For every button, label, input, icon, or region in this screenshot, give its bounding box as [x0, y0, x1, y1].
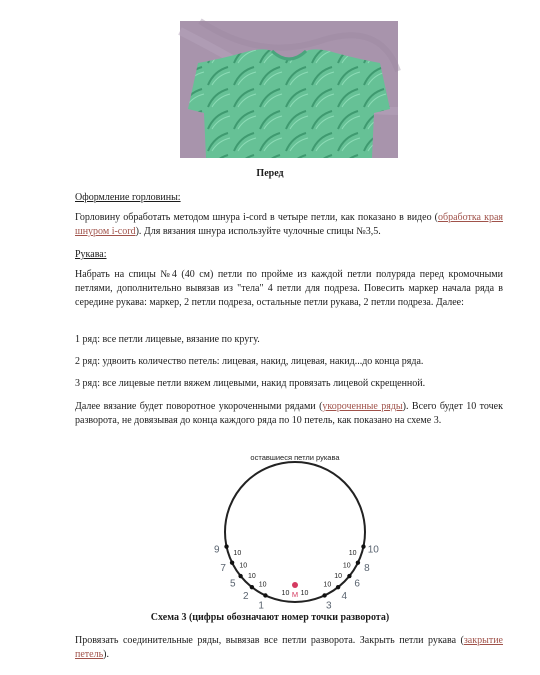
- turn-point-7: [230, 560, 234, 564]
- short-rows-text-before: Далее вязание будет поворотное укороченными рядами (: [75, 401, 323, 412]
- segment-label-9: 10: [233, 549, 242, 557]
- sleeve-circle: [225, 462, 365, 602]
- segment-label-2: 10: [300, 590, 309, 598]
- turn-point-3: [322, 593, 326, 597]
- turn-point-9: [224, 544, 228, 548]
- neckline-text-after: ). Для вязания шнура используйте чулочные спицы №3,5.: [135, 226, 381, 237]
- turn-point-5: [238, 574, 242, 578]
- turn-point-number-5: 5: [230, 578, 236, 590]
- short-rows-text-after: ). Всего будет 10 точек разворота, не довязывая до конца каждого ряда по 10 петель, как показано на схеме 3.: [75, 401, 503, 426]
- segment-label-6: 10: [334, 573, 343, 581]
- row-2-text: 2 ряд: удвоить количество петель: лицевая, накид, лицевая, накид...до конца ряда.: [75, 356, 424, 367]
- marker-dot: [292, 582, 298, 588]
- scheme-caption: Схема 3 (цифры обозначают номер точки разворота): [150, 612, 390, 623]
- section-title: Перед: [256, 168, 284, 179]
- sleeve-intro: Набрать на спицы №4 (40 см) петли по пройме из каждой петли полуряда перед кромочными петлями, дополнительно вывязав из "тела" 4 петли для подреза. Повесить маркер начала ряда в середине рукава: маркер, 2 петли подреза, остальные петли рукава, 2 петли подреза. Далее:: [75, 269, 503, 308]
- segment-label-10: 10: [348, 549, 357, 557]
- marker-label: М: [291, 590, 299, 599]
- turn-point-number-3: 3: [326, 600, 332, 612]
- turn-point-number-6: 6: [354, 578, 360, 590]
- row-1-text: 1 ряд: все петли лицевые, вязание по кругу.: [75, 334, 260, 345]
- row-3-text: 3 ряд: все лицевые петли вяжем лицевыми, накид провязать лицевой скрещенной.: [75, 378, 426, 389]
- knitted-garment-photo: [180, 21, 398, 158]
- segment-label-3: 10: [258, 581, 267, 589]
- short-rows-diagram: [187, 438, 392, 612]
- neckline-paragraph: [75, 211, 503, 239]
- closing-paragraph: [75, 634, 503, 662]
- turn-point-6: [347, 574, 351, 578]
- turn-point-8: [356, 560, 360, 564]
- neckline-heading: Оформление горловины:: [75, 192, 181, 203]
- turn-point-number-1: 1: [258, 600, 264, 612]
- neckline-text-before: Горловину обработать методом шнура i-cord в четыре петли, как показано в видео (: [75, 212, 438, 223]
- short-rows-paragraph: [75, 400, 503, 428]
- segment-label-7: 10: [239, 562, 248, 570]
- remaining-stitches-label: оставшиеся петли рукава: [250, 453, 340, 462]
- closing-text-after: ).: [103, 649, 109, 660]
- turn-point-number-9: 9: [213, 544, 220, 556]
- turn-point-number-7: 7: [220, 563, 226, 575]
- bind-off-link[interactable]: закрытие петель: [75, 635, 503, 660]
- segment-label-5: 10: [247, 573, 256, 581]
- segment-label-1: 10: [281, 590, 290, 598]
- short-rows-link[interactable]: укороченные ряды: [322, 401, 403, 412]
- turn-point-1: [263, 593, 267, 597]
- turn-point-10: [361, 544, 365, 548]
- turn-point-4: [336, 585, 340, 589]
- turn-point-number-4: 4: [341, 591, 348, 603]
- segment-label-4: 10: [323, 581, 332, 589]
- turn-point-number-2: 2: [242, 591, 249, 603]
- turn-point-number-10: 10: [367, 544, 379, 556]
- turn-point-number-8: 8: [364, 563, 370, 575]
- icord-link[interactable]: обработка края шнуром i-cord: [75, 212, 503, 237]
- closing-text-before: Провязать соединительные ряды, вывязав все петли разворота. Закрыть петли рукава (: [75, 635, 464, 646]
- turn-point-2: [250, 585, 254, 589]
- segment-label-8: 10: [342, 562, 351, 570]
- sleeve-heading: Рукава:: [75, 249, 107, 260]
